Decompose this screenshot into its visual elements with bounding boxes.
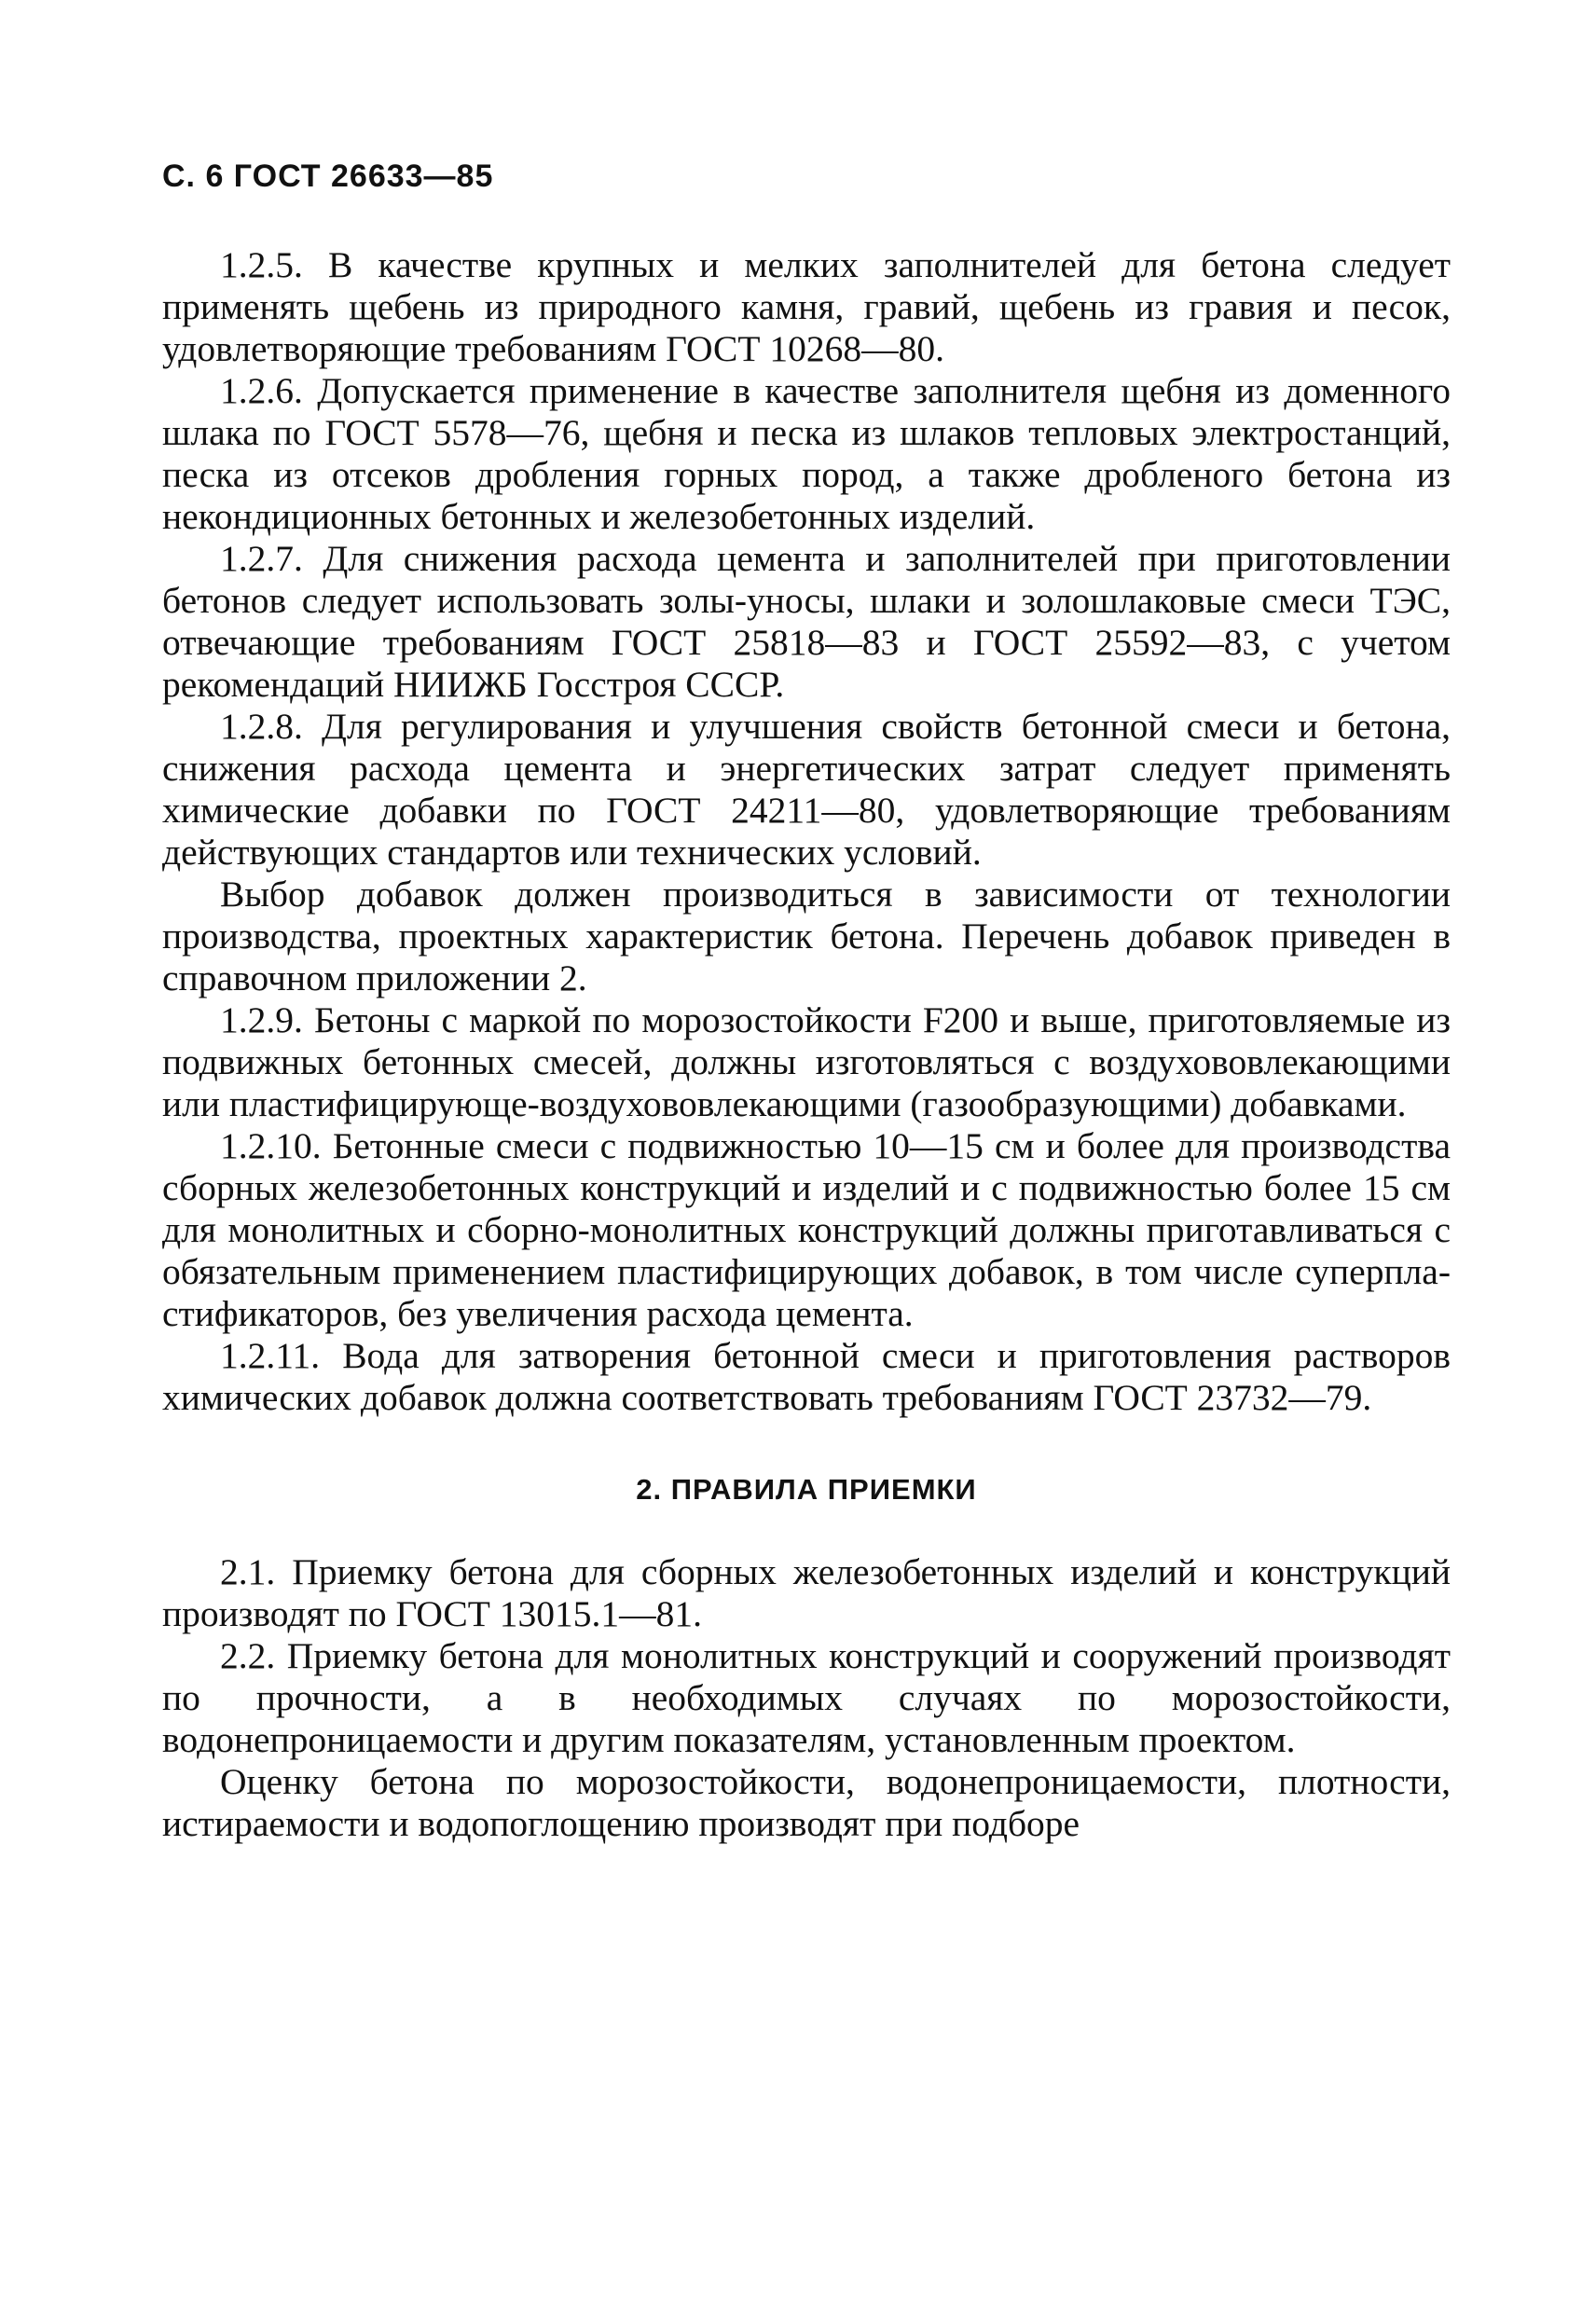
paragraph-2-1: 2.1. Приемку бетона для сборных железобетонных изделий и конструкций производят по ГОСТ 13015.1—81. xyxy=(162,1551,1451,1634)
body-text xyxy=(162,244,1451,1845)
paragraph-additives-choice: Выбор добавок должен производиться в зависимости от технологии производства, проектных характеристик бетона. Перечень добавок приведен в справочном приложении 2. xyxy=(162,874,1451,998)
paragraph-2-2: 2.2. Приемку бетона для монолитных конструкций и сооружений производят по прочности, а в необходимых случаях по морозостойкости, водонепроницаемости и другим показателям, установленным проектом. xyxy=(162,1635,1451,1760)
paragraph-1-2-7: 1.2.7. Для снижения расхода цемента и заполнителей при приготовлении бетонов следует использовать золы-уносы, шлаки и золошлаковые смеси ТЭС, отвечающие требованиям ГОСТ 25818—83 и ГОСТ 25592—83, с учетом рекомендаций НИИЖБ Госстроя СССР. xyxy=(162,538,1451,705)
paragraph-evaluation: Оценку бетона по морозостойкости, водонепроницаемости, плотности, истираемости и водопоглощению производят при подборе xyxy=(162,1761,1451,1844)
paragraph-1-2-9: 1.2.9. Бетоны с маркой по морозостойкости F200 и выше, приготовляемые из подвижных бетонных смесей, должны изготовляться с воздухововлекающими или пластифицирующе-воздухововлекающими (газообразующими) добавками. xyxy=(162,999,1451,1124)
paragraph-1-2-5: 1.2.5. В качестве крупных и мелких заполнителей для бетона следует применять щебень из природного камня, гравий, щебень из гравия и песок, удовлетворяющие требованиям ГОСТ 10268—80. xyxy=(162,244,1451,369)
paragraph-1-2-6: 1.2.6. Допускается применение в качестве заполнителя щебня из доменного шлака по ГОСТ 5578—76, щебня и песка из шлаков тепловых электростанций, песка из отсеков дробления горных пород, а также дробленого бетона из некондиционных бетонных и железобетонных изделий. xyxy=(162,370,1451,537)
paragraph-1-2-11: 1.2.11. Вода для затворения бетонной смеси и приготовления растворов химических добавок должна соответствовать требованиям ГОСТ 23732—79. xyxy=(162,1335,1451,1418)
running-head: С. 6 ГОСТ 26633—85 xyxy=(162,158,494,194)
paragraph-1-2-10: 1.2.10. Бетонные смеси с подвижностью 10—15 см и более для производства сборных железобетонных конструкций и изделий и с подвижностью более 15 см для монолитных и сборно-монолитных конструкций должны приготавливаться с обязательным применением пластифицирующих добавок, в том числе суперпластификаторов, без увеличения расхода цемента. xyxy=(162,1125,1451,1334)
paragraph-1-2-8: 1.2.8. Для регулирования и улучшения свойств бетонной смеси и бетона, снижения расхода цемента и энергетических затрат следует применять химические добавки по ГОСТ 24211—80, удовлетворяющие требованиям действующих стандартов или технических условий. xyxy=(162,706,1451,873)
section-heading-acceptance-rules: 2. ПРАВИЛА ПРИЕМКИ xyxy=(636,1473,977,1506)
